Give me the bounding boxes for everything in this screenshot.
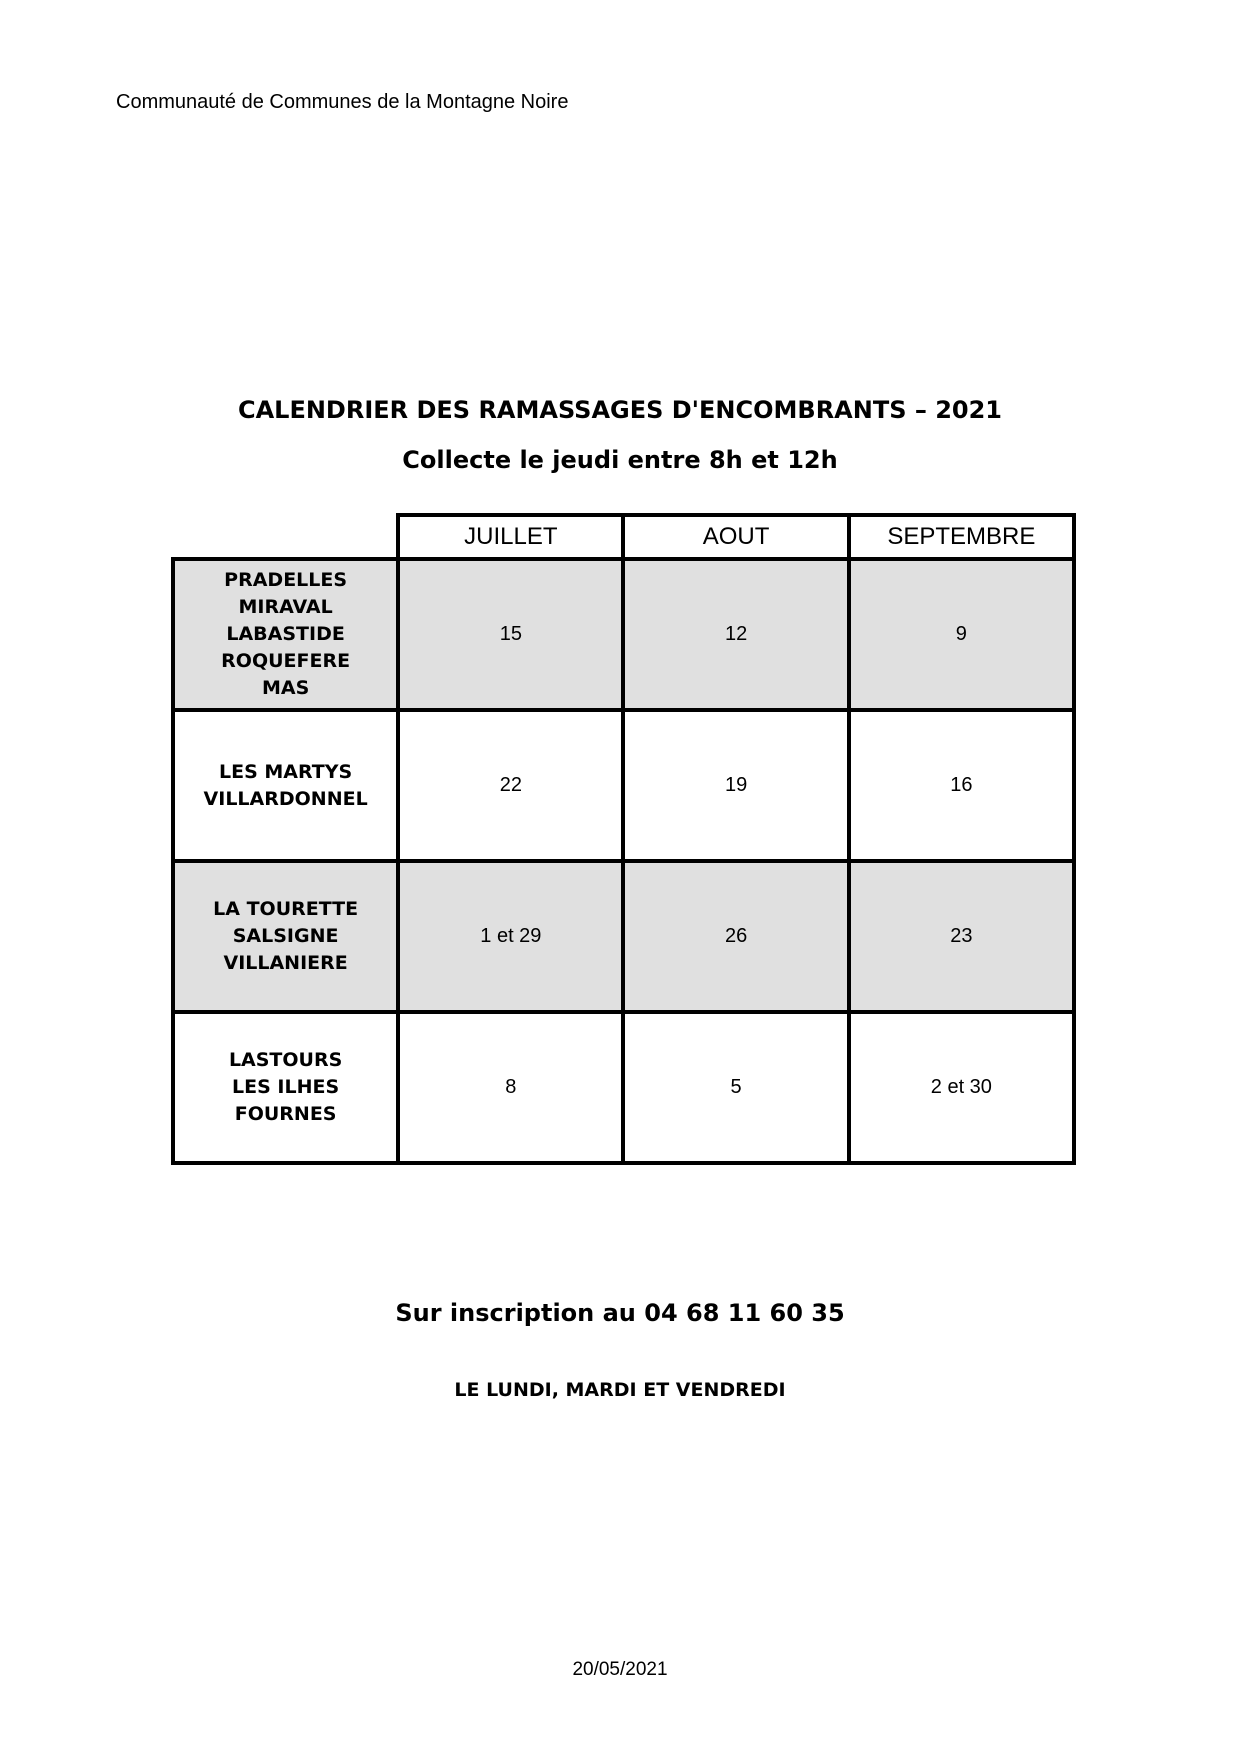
date-cell-july: 8 (398, 1012, 623, 1163)
date-cell-september: 9 (849, 559, 1074, 710)
organization-name: Communauté de Communes de la Montagne Noire (116, 91, 569, 113)
date-cell-august: 5 (623, 1012, 848, 1163)
commune-name: FOURNES (234, 1103, 337, 1125)
commune-name: LES ILHES (232, 1076, 340, 1098)
date-cell-august: 26 (623, 861, 848, 1012)
column-header-july: JUILLET (398, 515, 623, 559)
date-cell-july: 15 (398, 559, 623, 710)
registration-phone: Sur inscription au 04 68 11 60 35 (395, 1299, 845, 1327)
commune-cell (173, 559, 398, 710)
commune-name: PRADELLES (224, 569, 348, 591)
commune-name: MIRAVAL (238, 596, 333, 618)
table-row (173, 1012, 1074, 1163)
date-cell-july: 22 (398, 710, 623, 861)
registration-days: LE LUNDI, MARDI ET VENDREDI (454, 1379, 786, 1401)
date-cell-august: 19 (623, 710, 848, 861)
column-header-august: AOUT (623, 515, 848, 559)
date-cell-september: 16 (849, 710, 1074, 861)
page-subtitle: Collecte le jeudi entre 8h et 12h (402, 446, 838, 474)
commune-cell (173, 861, 398, 1012)
commune-name: VILLARDONNEL (203, 787, 368, 810)
commune-name: MAS (261, 677, 310, 699)
column-header-september: SEPTEMBRE (849, 515, 1074, 559)
table-row (173, 710, 1074, 861)
commune-name: LABASTIDE (226, 623, 345, 645)
date-cell-september: 23 (849, 861, 1074, 1012)
commune-name: VILLANIERE (223, 952, 348, 974)
commune-name: LA TOURETTE (213, 898, 359, 920)
date-cell-september: 2 et 30 (849, 1012, 1074, 1163)
collection-schedule-table (171, 513, 1076, 1165)
commune-name: LES MARTYS (219, 760, 353, 783)
table-corner-cell (173, 515, 398, 559)
date-cell-july: 1 et 29 (398, 861, 623, 1012)
table-row (173, 861, 1074, 1012)
table-header-row (173, 515, 1074, 559)
commune-cell (173, 1012, 398, 1163)
date-cell-august: 12 (623, 559, 848, 710)
commune-name: SALSIGNE (232, 925, 339, 947)
commune-name: ROQUEFERE (221, 650, 351, 672)
commune-cell (173, 710, 398, 861)
commune-name: LASTOURS (228, 1049, 343, 1071)
table-row (173, 559, 1074, 710)
page-title: CALENDRIER DES RAMASSAGES D'ENCOMBRANTS – 2021 (237, 396, 1003, 424)
document-date: 20/05/2021 (572, 1659, 668, 1680)
